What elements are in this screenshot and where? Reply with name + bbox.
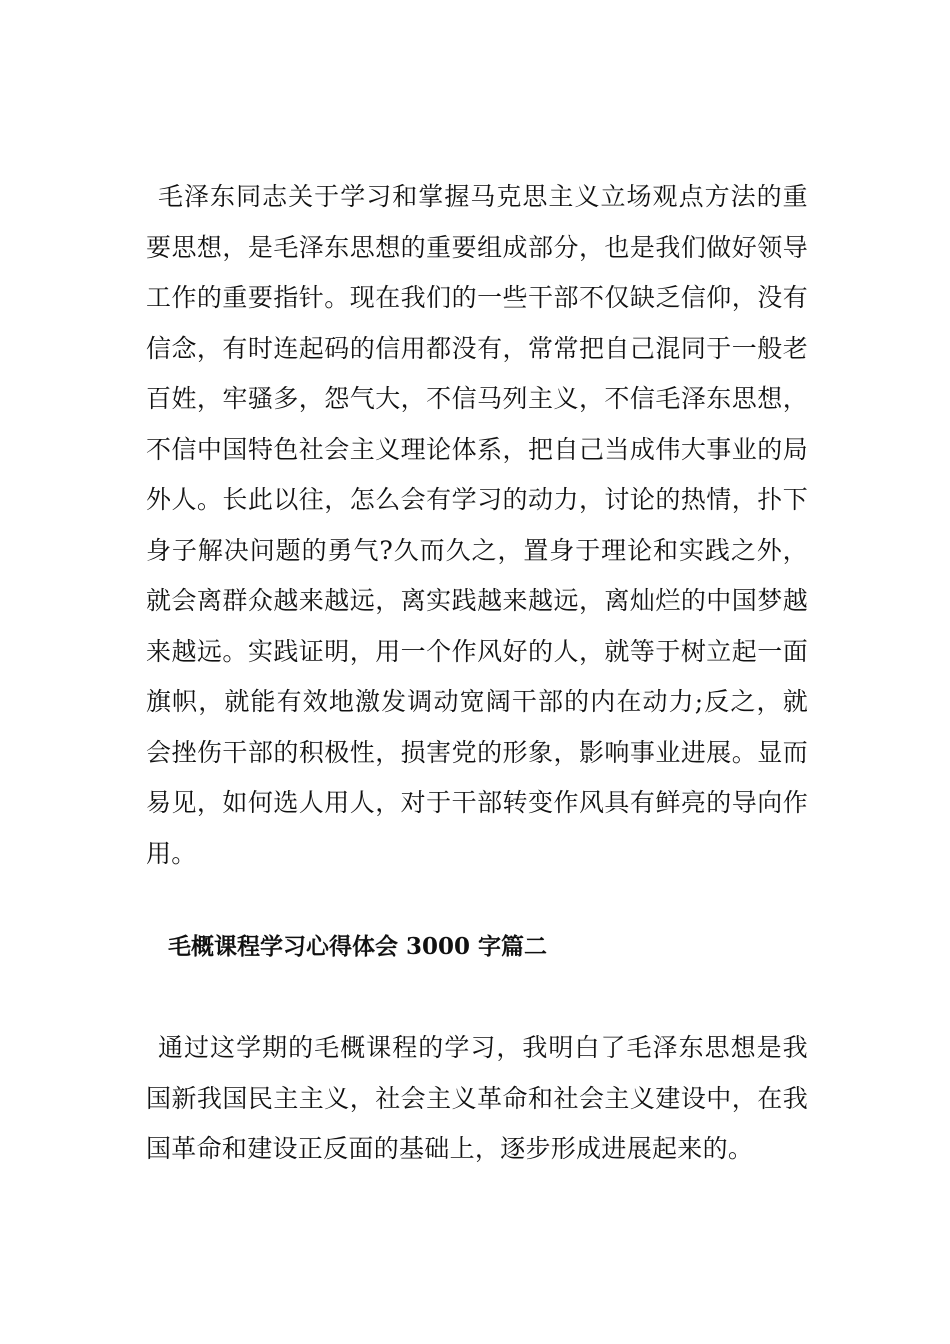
- body-paragraph-1: 毛泽东同志关于学习和掌握马克思主义立场观点方法的重要思想，是毛泽东思想的重要组成部分，也是我们做好领导工作的重要指针。现在我们的一些干部不仅缺乏信仰，没有信念，有时连起码的信用都没有，常常把自己混同于一般老百姓，牢骚多，怨气大，不信马列主义，不信毛泽东思想，不信中国特色社会主义理论体系，把自己当成伟大事业的局外人。长此以往，怎么会有学习的动力，讨论的热情，扑下身子解决问题的勇气?久而久之，置身于理论和实践之外，就会离群众越来越远，离实践越来越远，离灿烂的中国梦越来越远。实践证明，用一个作风好的人，就等于树立起一面旗帜，就能有效地激发调动宽阔干部的内在动力;反之，就会挫伤干部的积极性，损害党的形象，影响事业进展。显而易见，如何选人用人，对于干部转变作风具有鲜亮的导向作用。: [146, 182, 808, 868]
- section-heading: 毛概课程学习心得体会 3000 字篇二: [168, 933, 548, 960]
- body-paragraph-2: 通过这学期的毛概课程的学习，我明白了毛泽东思想是我国新我国民主主义，社会主义革命和社会主义建设中，在我国革命和建设正反面的基础上，逐步形成进展起来的。: [146, 1033, 808, 1163]
